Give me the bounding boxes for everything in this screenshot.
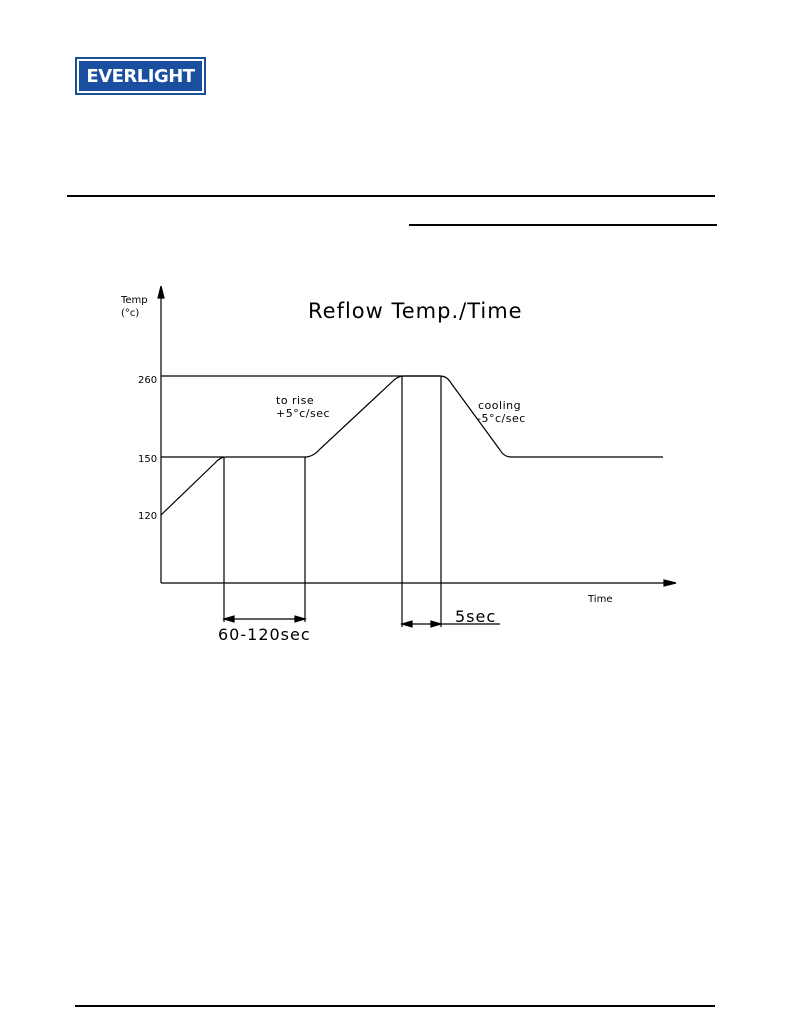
preheat-duration-label: 60-120sec <box>218 625 311 644</box>
x-axis-arrow <box>664 580 676 586</box>
x-axis-label: Time <box>588 594 613 605</box>
temperature-profile <box>161 376 663 515</box>
peak-duration-label: 5sec <box>455 607 497 626</box>
rise-annotation-line2: +5°c/sec <box>276 407 331 420</box>
rise-annotation-line1: to rise <box>276 394 315 407</box>
y-tick-label-150: 150 <box>138 454 158 465</box>
cooling-annotation-line1: cooling <box>478 399 522 412</box>
y-tick-label-260: 260 <box>138 375 158 386</box>
logo-text: EVERLIGHT <box>79 61 202 91</box>
peak-arrow-right <box>431 621 441 627</box>
y-axis-label-line2: (°c) <box>121 308 140 319</box>
y-axis-label-line1: Temp <box>121 295 148 306</box>
y-tick-label-120: 120 <box>138 511 158 522</box>
cooling-annotation-line2: -5°c/sec <box>477 412 526 425</box>
preheat-arrow-left <box>224 616 234 622</box>
chart-title: Reflow Temp./Time <box>308 299 523 323</box>
preheat-arrow-right <box>295 616 305 622</box>
peak-arrow-left <box>402 621 412 627</box>
y-axis-arrow <box>158 286 164 298</box>
